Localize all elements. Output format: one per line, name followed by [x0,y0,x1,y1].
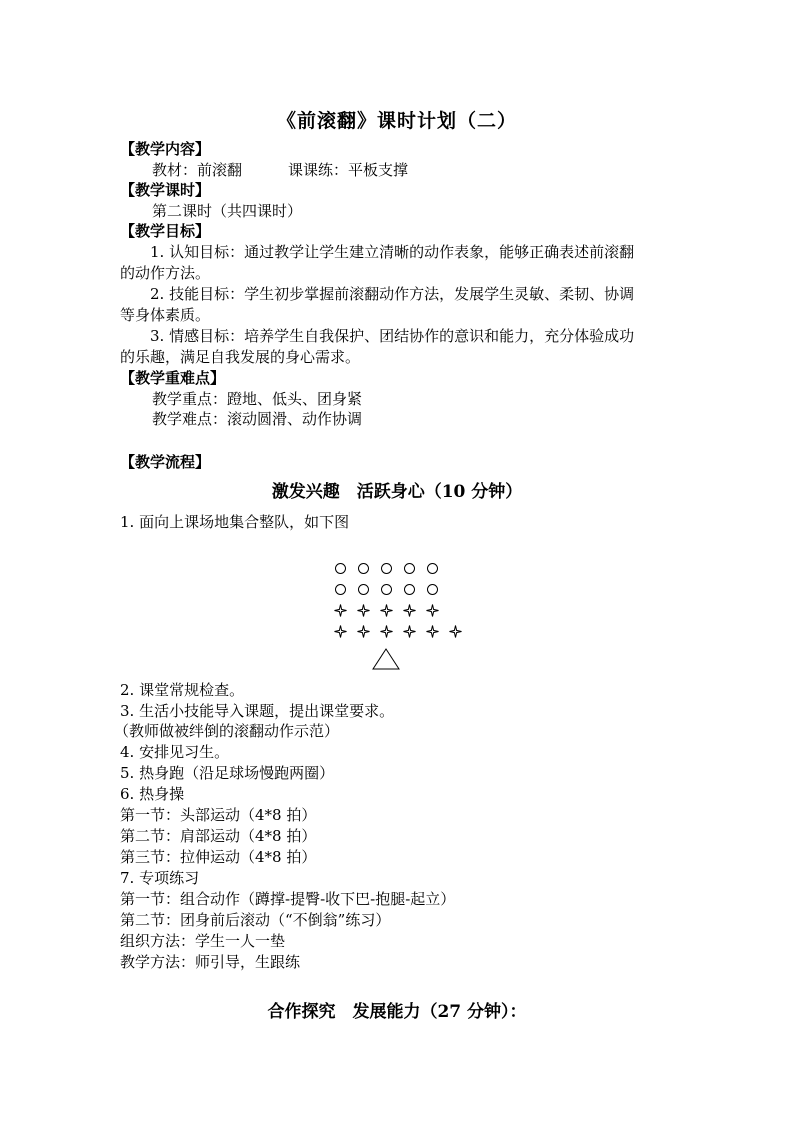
student-circle [380,562,393,575]
student-star-icon [334,625,347,638]
step-2: 2. 课堂常规检查。 [120,681,245,699]
process-heading: 【教学流程】 [120,453,211,471]
key-point-text: 教学重点：蹬地、低头、团身紧 [152,390,363,408]
teaching-method: 教学方法：师引导，生跟练 [120,953,301,971]
step-4: 4. 安排见习生。 [120,743,230,761]
step-5: 5. 热身跑（沿足球场慢跑两圈） [120,764,335,782]
student-circle [426,583,439,596]
student-star-icon [403,604,416,617]
goal-2-line-2: 等身体素质。 [120,306,211,324]
student-circle [357,562,370,575]
content-heading: 【教学内容】 [120,140,211,158]
student-star-icon [380,625,393,638]
student-star-icon [334,604,347,617]
step-3-note: （教师做被绊倒的滚翻动作示范） [114,722,340,740]
student-row-3 [334,604,449,617]
step-7-part-1: 第一节：组合动作（蹲撑-提臀-收下巴-抱腿-起立） [120,890,456,908]
keypoints-heading: 【教学重难点】 [120,369,226,387]
student-circle [380,583,393,596]
teacher-triangle-icon [372,648,400,674]
student-circle [403,562,416,575]
student-circle [334,562,347,575]
section-2-heading: 合作探究 发展能力（27 分钟）： [267,1002,527,1022]
step-6-part-1: 第一节：头部运动（4*8 拍） [120,806,317,824]
formation-diagram [334,562,449,672]
hours-text: 第二课时（共四课时） [152,202,303,220]
step-7-part-2: 第二节：团身前后滚动（“不倒翁”练习） [120,911,391,929]
step-6: 6. 热身操 [120,785,185,803]
step-3: 3. 生活小技能导入课题，提出课堂要求。 [120,702,395,720]
step-6-part-3: 第三节：拉伸运动（4*8 拍） [120,848,317,866]
student-circle [426,562,439,575]
student-star-icon [426,604,439,617]
student-row-4 [334,625,472,638]
student-star-icon [357,604,370,617]
hours-heading: 【教学课时】 [120,181,211,199]
goal-1-line-1: 1. 认知目标：通过教学让学生建立清晰的动作表象，能够正确表述前滚翻 [150,243,635,261]
student-row-2 [334,583,449,596]
goal-2-line-1: 2. 技能目标：学生初步掌握前滚翻动作方法，发展学生灵敏、柔韧、协调 [150,285,635,303]
student-circle [357,583,370,596]
goal-3-line-1: 3. 情感目标：培养学生自我保护、团结协作的意识和能力，充分体验成功 [150,327,635,345]
material-text: 教材：前滚翻 [152,161,243,179]
step-7: 7. 专项练习 [120,869,200,887]
student-star-icon [380,604,393,617]
student-star-icon [403,625,416,638]
student-circle [334,583,347,596]
step-1: 1. 面向上课场地集合整队，如下图 [120,513,350,531]
step-6-part-2: 第二节：肩部运动（4*8 拍） [120,827,317,845]
difficult-point-text: 教学难点：滚动圆滑、动作协调 [152,410,363,428]
student-star-icon [357,625,370,638]
student-row-1 [334,562,449,575]
goal-1-line-2: 的动作方法。 [120,264,211,282]
exercise-text: 课课练：平板支撑 [288,161,409,179]
goals-heading: 【教学目标】 [120,222,211,240]
goal-3-line-2: 的乐趣，满足自我发展的身心需求。 [120,348,361,366]
page-title: 《前滚翻》课时计划（二） [276,110,517,132]
student-circle [403,583,416,596]
section-1-heading: 激发兴趣 活跃身心（10 分钟） [271,482,523,502]
student-star-icon [449,625,462,638]
organization-method: 组织方法：学生一人一垫 [120,932,286,950]
student-star-icon [426,625,439,638]
